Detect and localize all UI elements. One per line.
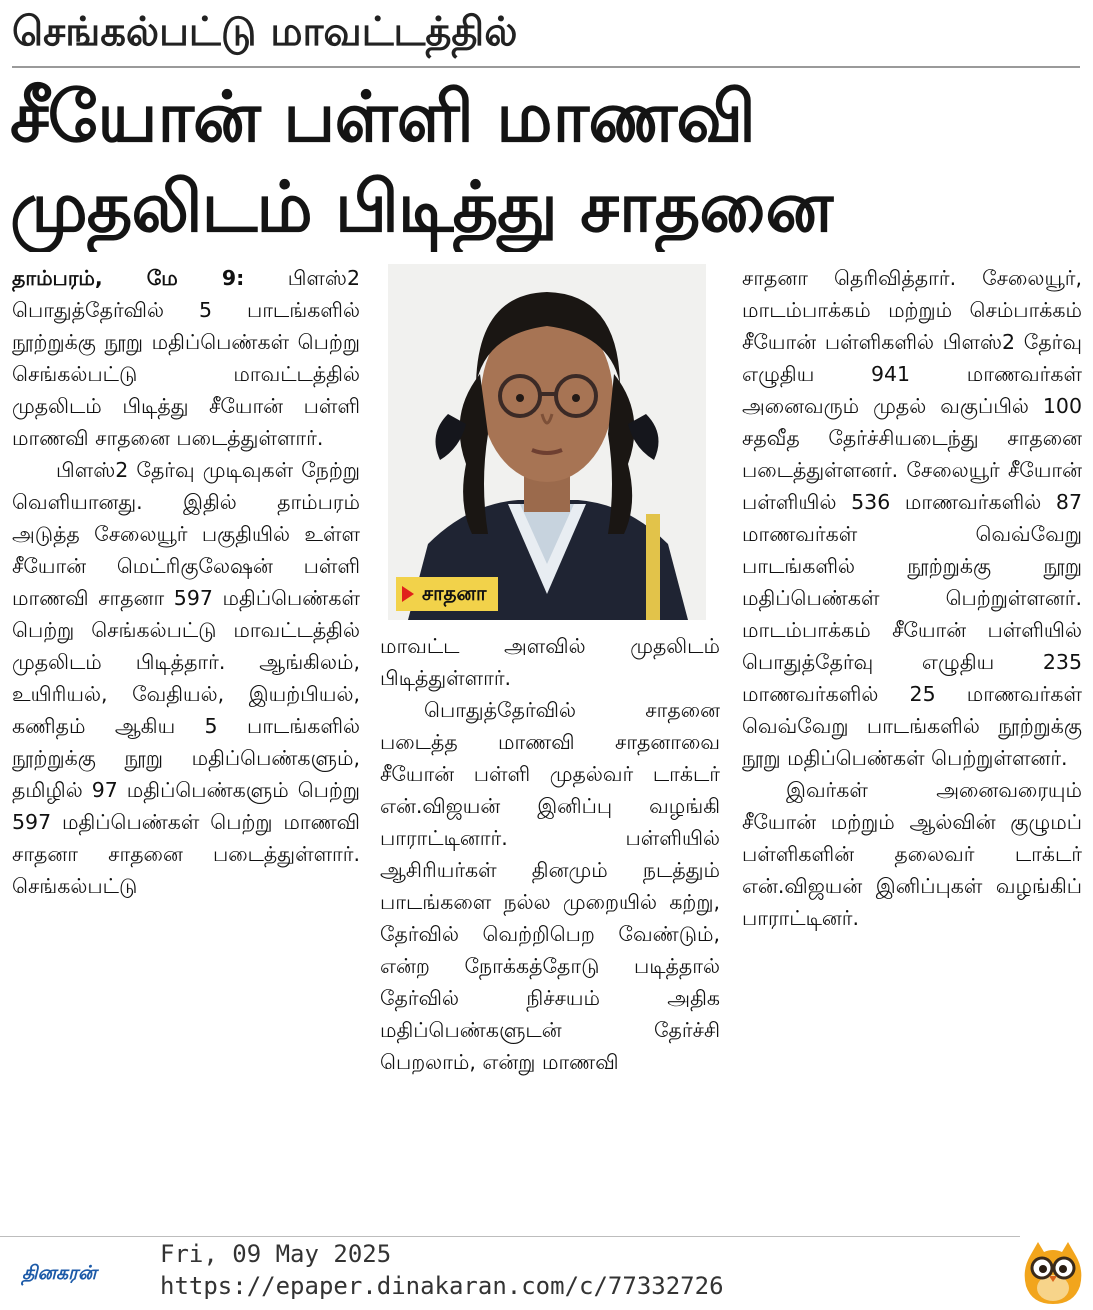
play-arrow-icon [402,586,414,602]
article-headline [10,72,1085,252]
headline-line-1: சீயோன் பள்ளி மாணவி [10,76,755,158]
footer-divider [0,1236,1020,1237]
column-3-paragraph-2: இவர்கள் அனைவரையும் சீயோன் மற்றும் ஆல்வின் குழுமப் பள்ளிகளின் தலைவர் டாக்டர் என்.விஜயன் இனிப்புகள் வழங்கிப் பாராட்டினர். [742,778,1082,930]
column-1-paragraph-1-text: பிளஸ்2 பொதுத்தேர்வில் 5 பாடங்களில் நூற்றுக்கு நூறு மதிப்பெண்கள் பெற்று செங்கல்பட்டு மாவட்டத்தில் முதலிடம் பிடித்து சீயோன் பள்ளி மாணவி சாதனை படைத்துள்ளார். [12,266,360,450]
kicker-divider [12,66,1080,68]
photo-caption-text: சாதனா [422,580,487,605]
column-3-paragraph-1: சாதனா தெரிவித்தார். சேலையூர், மாடம்பாக்கம் மற்றும் செம்பாக்கம் சீயோன் பள்ளிகளில் பிளஸ்2 தேர்வு எழுதிய 941 மாணவர்கள் அனைவரும் முதல் வகுப்பில் 100 சதவீத தேர்ச்சியடைந்து சாதனை படைத்துள்ளனர். சேலையூர் சீயோன் பள்ளியில் 536 மாணவர்களில் 87 மாணவர்கள் வெவ்வேறு பாடங்களில் நூற்றுக்கு நூறு மதிப்பெண்கள் பெற்றுள்ளனர். மாடம்பாக்கம் சீயோன் பள்ளியில் பொதுத்தேர்வு எழுதிய 235 மாணவர்களில் 25 மாணவர்கள் வெவ்வேறு பாடங்களில் நூற்றுக்கு நூறு மதிப்பெண்கள் பெற்றுள்ளனர். [742,266,1082,770]
dinakaran-logo: தினகரன் [22,1262,97,1284]
column-2-paragraph-2: பொதுத்தேர்வில் சாதனை படைத்த மாணவி சாதனாவை சீயோன் பள்ளி முதல்வர் டாக்டர் என்.விஜயன் இனிப்பு வழங்கி பாராட்டினார். பள்ளியில் ஆசிரியர்கள் தினமும் நடத்தும் பாடங்களை நல்ல முறையில் கற்று, தேர்வில் வெற்றிபெற வேண்டும், என்ற நோக்கத்தோடு படித்தால் தேர்வில் நிச்சயம் அதிக மதிப்பெண்களுடன் தேர்ச்சி பெறலாம், என்று மாணவி [380,698,720,1074]
article-kicker: செங்கல்பட்டு மாவட்டத்தில் [12,9,518,55]
column-2-paragraph-1: மாவட்ட அளவில் முதலிடம் பிடித்துள்ளார். [380,634,720,690]
headline-line-2: முதலிடம் பிடித்து சாதனை [10,166,833,248]
portrait-illustration [388,264,706,620]
article-column-3 [742,262,1082,1228]
student-portrait-photo [388,264,706,620]
column-1-paragraph-1 [12,262,360,454]
footer-date: Fri, 09 May 2025 [160,1240,392,1268]
owl-mascot-icon [1018,1236,1088,1308]
article-column-1 [12,262,360,1228]
article-column-2 [380,630,720,1228]
dateline: தாம்பரம், மே 9: [12,266,245,290]
column-1-paragraph-2: பிளஸ்2 தேர்வு முடிவுகள் நேற்று வெளியானது. இதில் தாம்பரம் அடுத்த சேலையூர் பகுதியில் உள்ள சீயோன் மெட்ரிகுலேஷன் பள்ளி மாணவி சாதனா 597 மதிப்பெண்கள் பெற்று செங்கல்பட்டு மாவட்டத்தில் முதலிடம் பிடித்தார். ஆங்கிலம், உயிரியல், வேதியல், இயற்பியல், கணிதம் ஆகிய 5 பாடங்களில் நூற்றுக்கு நூறு மதிப்பெண்களும், தமிழில் 97 மதிப்பெண்களும் பெற்று 597 மதிப்பெண்கள் பெற்று மாணவி சாதனா சாதனை படைத்துள்ளார். செங்கல்பட்டு [12,458,360,898]
photo-caption [396,577,498,611]
footer-url[interactable]: https://epaper.dinakaran.com/c/77332726 [160,1272,724,1300]
